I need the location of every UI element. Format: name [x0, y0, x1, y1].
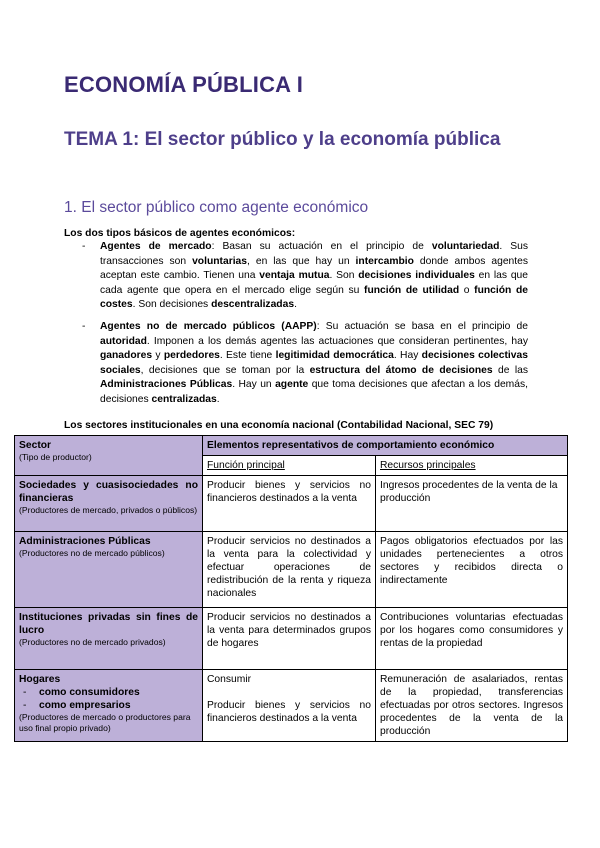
document-title: ECONOMÍA PÚBLICA I: [64, 72, 304, 97]
table-caption: Los sectores institucionales en una economía nacional (Contabilidad Nacional, SEC 79): [64, 420, 494, 431]
bold-term: Agentes de mercado: [100, 241, 212, 252]
hogares-item: [19, 686, 198, 699]
sector-cell: [15, 532, 203, 608]
text-segment: que toma decisiones que afectan a los demás, decisiones: [100, 379, 528, 405]
text-segment: en las que cada agente que opera en el mercado elige según su: [100, 270, 529, 296]
bullet-dash: -: [23, 687, 27, 698]
bold-term: agente: [275, 379, 309, 391]
sector-cell: [15, 476, 203, 532]
funcion-producir: Producir bienes y servicios no financieros destinados a la venta: [207, 700, 371, 724]
table-row: [15, 532, 568, 608]
funcion-consumir: Consumir: [207, 674, 252, 685]
bullet-dash: -: [23, 700, 27, 711]
bold-term: decisiones individuales: [358, 270, 475, 282]
bullet-dash: -: [82, 320, 86, 332]
sector-name: Instituciones privadas sin fines de lucro: [19, 612, 198, 636]
text-segment: . Sus transacciones son: [100, 241, 528, 267]
text-segment: y: [152, 350, 164, 362]
list-item: [82, 240, 528, 313]
text-segment: . Son decisiones: [132, 299, 212, 311]
agent-description: [100, 321, 528, 405]
text-segment: .: [216, 393, 220, 405]
bold-term: estructura del átomo de decisiones: [309, 364, 493, 376]
sector-name: Administraciones Públicas: [19, 536, 151, 547]
subheader-recursos-label: Recursos principales: [380, 460, 476, 471]
text-segment: . Hay: [393, 350, 422, 362]
funcion-cell: Producir bienes y servicios no financieros destinados a la venta: [203, 476, 376, 532]
sector-sub: (Productores no de mercado públicos): [19, 548, 165, 558]
text-segment: . Son: [329, 270, 359, 282]
bold-term: decisiones colectivas sociales: [100, 350, 528, 376]
hogares-item-label: como empresarios: [39, 700, 131, 711]
bold-term: función de costes: [100, 284, 528, 311]
funcion-cell: [203, 670, 376, 742]
sector-cell: [15, 608, 203, 670]
text-segment: .: [294, 299, 297, 311]
text-segment: , en las que hay un: [247, 255, 356, 267]
hogares-item-label: como consumidores: [39, 687, 140, 698]
sectors-table: [14, 435, 568, 742]
funcion-cell: Producir servicios no destinados a la venta para la colectividad y efectuar operaciones de redistribución de la renta y riqueza nacionales: [203, 532, 376, 608]
text-segment: : Basan su actuación en el principio de: [211, 241, 432, 252]
bold-term: centralizadas: [151, 393, 217, 405]
intro-heading: Los dos tipos básicos de agentes económicos:: [64, 228, 296, 239]
table-row: [15, 608, 568, 670]
bold-term: legitimidad democrática: [275, 350, 394, 362]
bold-term: función de utilidad: [364, 284, 460, 296]
bold-term: intercambio: [355, 255, 414, 267]
text-segment: . Este tiene: [219, 350, 276, 362]
text-segment: : Su actuación se basa en el principio de: [316, 320, 528, 332]
table-row: [15, 476, 568, 532]
sector-sub: (Productores no de mercado privados): [19, 637, 166, 647]
bold-term: descentralizadas: [211, 299, 295, 311]
subheader-funcion-label: Función principal: [207, 460, 285, 471]
bold-term: ganadores: [100, 350, 153, 362]
header-sector-label: Sector: [19, 440, 52, 451]
bold-term: autoridad: [100, 335, 147, 347]
text-segment: . Hay un: [232, 379, 276, 391]
text-segment: . Imponen a los demás agentes las actuaciones que consideran pertinentes, hay: [146, 335, 528, 347]
text-segment: de las: [492, 364, 528, 376]
bold-term: Agentes no de mercado públicos (AAPP): [100, 320, 317, 332]
section-title: 1. El sector público como agente económico: [64, 199, 369, 216]
bold-term: Administraciones Públicas: [100, 379, 233, 391]
bold-term: voluntariedad: [431, 241, 500, 252]
agents-list: [82, 240, 528, 408]
subheader-recursos: [376, 456, 568, 476]
tema-title: TEMA 1: El sector público y la economía pública: [64, 129, 501, 150]
table-header-row: [15, 436, 568, 456]
header-elements: Elementos representativos de comportamiento económico: [203, 436, 568, 456]
bold-term: perdedores: [163, 350, 220, 362]
recursos-cell: Contribuciones voluntarias efectuadas por los hogares como consumidores y rentas de la propiedad: [376, 608, 568, 670]
text-segment: , decisiones que se toman por la: [140, 364, 310, 376]
sector-sub: (Productores de mercado o productores para uso final propio privado): [19, 712, 191, 733]
sector-name: Hogares: [19, 674, 61, 685]
text-segment: o: [459, 284, 475, 296]
subheader-funcion: [203, 456, 376, 476]
header-sector: [15, 436, 203, 476]
recursos-cell: Ingresos procedentes de la venta de la producción: [376, 476, 568, 532]
recursos-cell: Remuneración de asalariados, rentas de la propiedad, transferencias efectuadas por otros sectores. Ingresos procedentes de la venta de la producción: [376, 670, 568, 742]
hogares-item: [19, 699, 198, 712]
sector-cell: [15, 670, 203, 742]
sector-sub: (Productores de mercado, privados o públicos): [19, 505, 198, 515]
table-row: [15, 670, 568, 742]
bullet-dash: -: [82, 241, 86, 252]
bold-term: voluntarias: [192, 255, 248, 267]
recursos-cell: Pagos obligatorios efectuados por las unidades pertenecientes a otros sectores y recibidos directa o indirectamente: [376, 532, 568, 608]
funcion-cell: Producir servicios no destinados a la venta para determinados grupos de hogares: [203, 608, 376, 670]
header-sector-sub: (Tipo de productor): [19, 452, 92, 462]
bold-term: ventaja mutua: [259, 270, 330, 282]
agent-description: [100, 241, 528, 310]
list-item: [82, 320, 528, 408]
text-segment: donde ambos agentes aceptan este cambio. Tienen una: [100, 255, 529, 282]
sector-name: Sociedades y cuasisociedades no financieras: [19, 480, 198, 504]
